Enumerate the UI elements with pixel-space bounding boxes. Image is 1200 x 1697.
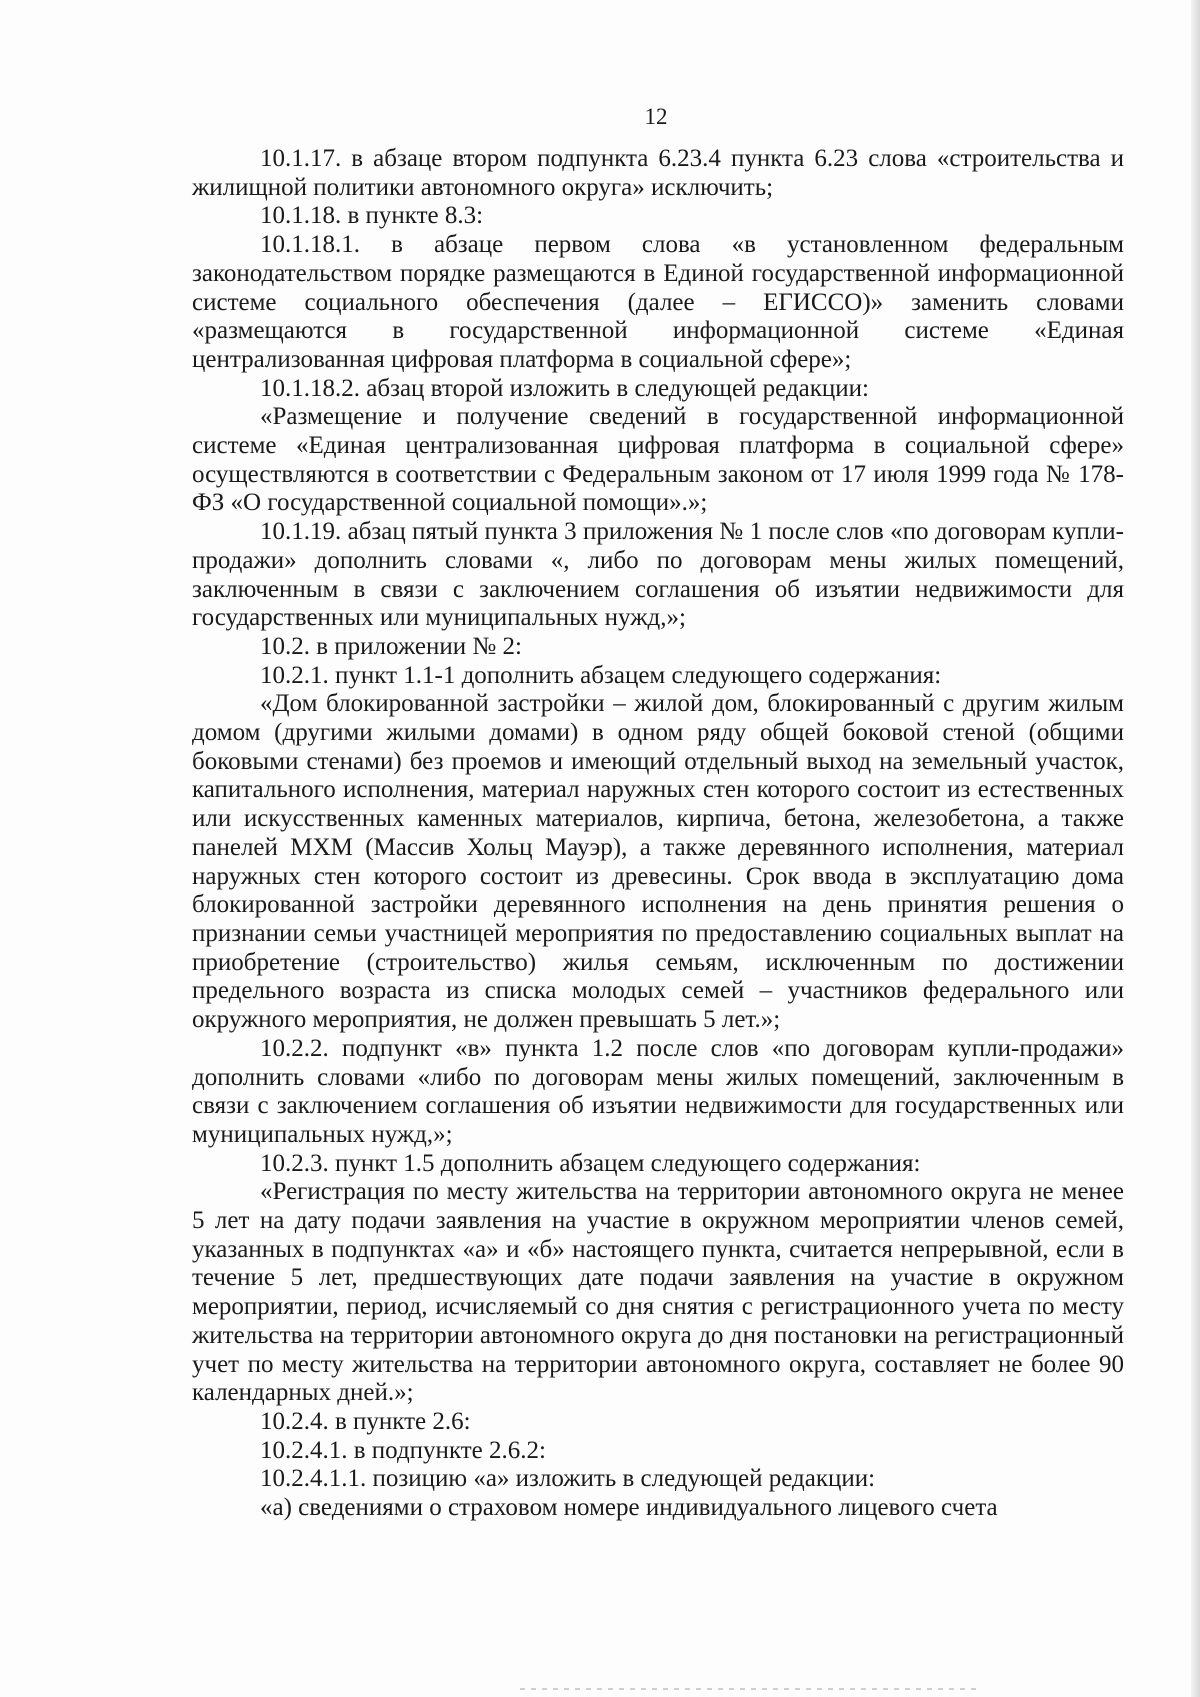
paragraph-quote-egisso: «Размещение и получение сведений в государственной информационной системе «Единая централизованная цифровая платформа в социальной сфере» осуществляются в соответствии с Федеральным законом от 17 июля 1999 года № 178-ФЗ «О государственной социальной помощи».»; <box>192 403 1124 517</box>
paragraph-10-1-17: 10.1.17. в абзаце втором подпункта 6.23.4 пункта 6.23 слова «строительства и жилищной политики автономного округа» исключить; <box>192 145 1124 201</box>
page-number: 12 <box>644 104 668 129</box>
paragraph-10-2-4: 10.2.4. в пункте 2.6: <box>260 1407 471 1435</box>
paragraph-10-1-18: 10.1.18. в пункте 8.3: <box>260 202 484 230</box>
paragraph-10-1-18-1: 10.1.18.1. в абзаце первом слова «в установленном федеральным законодательством порядке размещаются в Единой государственной информационной системе социального обеспечения (далее – ЕГИССО)» заменить словами «размещаются в государственной информационной системе «Единая централизованная цифровая платформа в социальной сфере»; <box>192 231 1124 373</box>
paragraph-10-1-18-2: 10.1.18.2. абзац второй изложить в следующей редакции: <box>260 374 869 402</box>
paragraph-quote-blocked-house: «Дом блокированной застройки – жилой дом, блокированный с другим жилым домом (другими жилыми домами) в одном ряду общей боковой стеной (общими боковыми стенами) без проемов и имеющий отдельный выход на земельный участок, капитального исполнения, материал наружных стен которого состоит из естественных или искусственных каменных материалов, кирпича, бетона, железобетона, а также панелей МХМ (Массив Хольц Мауэр), а также деревянного исполнения, материал наружных стен которого состоит из древесины. Срок ввода в эксплуатацию дома блокированной застройки деревянного исполнения на день принятия решения о признании семьи участницей мероприятия по предоставлению социальных выплат на приобретение (строительство) жилья семьям, исключенным по достижении предельного возраста из списка молодых семей – участников федерального или окружного мероприятия, не должен превышать 5 лет.»; <box>192 690 1124 1034</box>
paragraph-10-2-3: 10.2.3. пункт 1.5 дополнить абзацем следующего содержания: <box>260 1149 921 1177</box>
document-body <box>192 145 1124 1523</box>
paragraph-10-2: 10.2. в приложении № 2: <box>260 632 522 660</box>
paragraph-10-1-19: 10.1.19. абзац пятый пункта 3 приложения № 1 после слов «по договорам купли-продажи» дополнить словами «, либо по договорам мены жилых помещений, заключенным в связи с заключением соглашения об изъятии недвижимости для государственных или муниципальных нужд,»; <box>192 518 1124 632</box>
paragraph-10-2-2: 10.2.2. подпункт «в» пункта 1.2 после слов «по договорам купли-продажи» дополнить словами «либо по договорам мены жилых помещений, заключенным в связи с заключением соглашения об изъятии недвижимости для государственных или муниципальных нужд,»; <box>192 1034 1124 1148</box>
paragraph-quote-insurance-number: «а) сведениями о страховом номере индивидуального лицевого счета <box>260 1494 998 1522</box>
paragraph-quote-registration: «Регистрация по месту жительства на территории автономного округа не менее 5 лет на дату подачи заявления на участие в окружном мероприятии членов семей, указанных в подпунктах «а» и «б» настоящего пункта, считается непрерывной, если в течение 5 лет, предшествующих дате подачи заявления на участие в окружном мероприятии, период, исчисляемый со дня снятия с регистрационного учета по месту жительства на территории автономного округа до дня постановки на регистрационный учет по месту жительства на территории автономного округа, составляет не более 90 календарных дней.»; <box>192 1178 1124 1407</box>
paragraph-10-2-1: 10.2.1. пункт 1.1-1 дополнить абзацем следующего содержания: <box>260 661 942 689</box>
paragraph-10-2-4-1: 10.2.4.1. в подпункте 2.6.2: <box>260 1436 546 1464</box>
scan-page-edge <box>1191 0 1200 1697</box>
scan-artifact-bottom <box>520 1688 980 1690</box>
paragraph-10-2-4-1-1: 10.2.4.1.1. позицию «а» изложить в следующей редакции: <box>260 1465 876 1493</box>
